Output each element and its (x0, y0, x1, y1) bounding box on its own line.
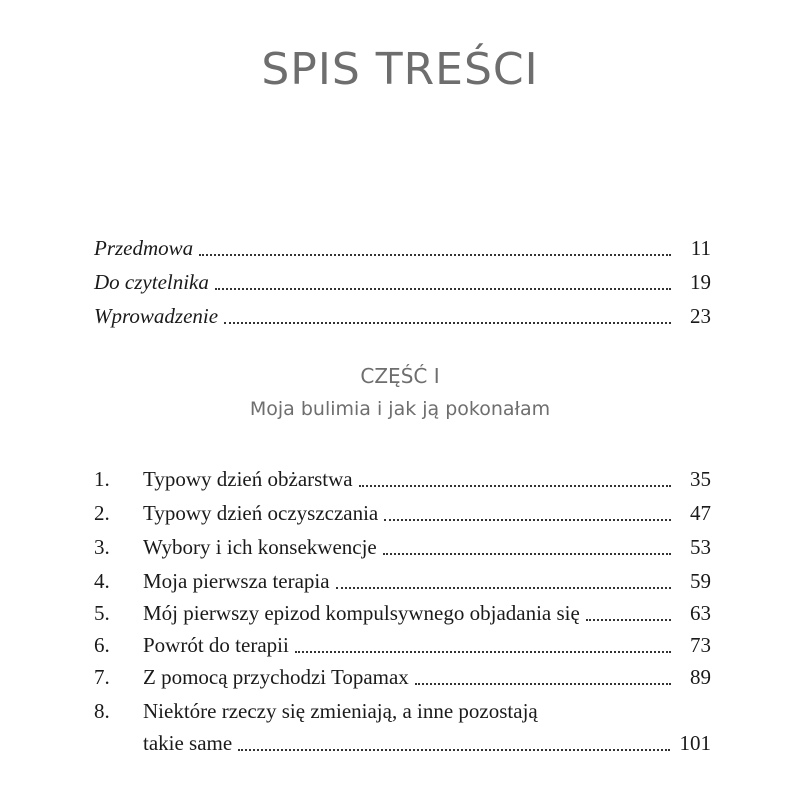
chapter-entry (143, 628, 711, 662)
chapter-label: Wybory i ich konsekwencje (143, 535, 377, 559)
chapter-entry (143, 530, 711, 564)
part-title: CZĘŚĆ I (360, 364, 440, 388)
chapter-page: 59 (690, 569, 711, 593)
chapter-page: 53 (690, 535, 711, 559)
toc-entry-label: Przedmowa (94, 236, 194, 260)
chapter-label-line1: Niektóre rzeczy się zmieniają, a inne pozostają (143, 699, 538, 723)
dot-leader (295, 650, 671, 653)
chapter-entry (143, 726, 711, 760)
chapter-page: 89 (690, 665, 711, 689)
chapter-page: 101 (679, 731, 711, 755)
dot-leader (224, 321, 671, 324)
toc-entry (94, 299, 711, 333)
dot-leader (336, 586, 671, 589)
chapter-page: 73 (690, 633, 711, 657)
chapter-number: 1. (94, 467, 110, 491)
chapter-page: 35 (690, 467, 711, 491)
dot-leader (383, 552, 671, 555)
dot-leader (238, 748, 669, 751)
page-title: SPIS TREŚCI (261, 44, 539, 95)
chapter-entry (143, 496, 711, 530)
chapter-entry (143, 660, 711, 694)
dot-leader (359, 484, 671, 487)
chapter-number: 3. (94, 535, 110, 559)
chapter-number: 5. (94, 601, 110, 625)
part-subtitle: Moja bulimia i jak ją pokonałam (249, 398, 551, 420)
chapter-label: Z pomocą przychodzi Topamax (143, 665, 409, 689)
dot-leader (384, 518, 671, 521)
chapter-page: 47 (690, 501, 711, 525)
chapter-number: 8. (94, 699, 110, 723)
chapter-label: Moja pierwsza terapia (143, 569, 330, 593)
chapter-number: 4. (94, 569, 110, 593)
chapter-label: Mój pierwszy epizod kompulsywnego objadania się (143, 601, 580, 625)
toc-entry (94, 265, 711, 299)
chapter-number: 2. (94, 501, 110, 525)
toc-entry-label: Wprowadzenie (94, 304, 219, 328)
toc-entry-page: 19 (690, 270, 711, 294)
dot-leader (199, 253, 671, 256)
chapter-label: Powrót do terapii (143, 633, 289, 657)
toc-entry-label: Do czytelnika (94, 270, 209, 294)
dot-leader (415, 682, 671, 685)
chapter-label: Typowy dzień obżarstwa (143, 467, 353, 491)
chapter-entry (143, 564, 711, 598)
chapter-entry (143, 596, 711, 630)
dot-leader (586, 618, 671, 621)
chapter-page: 63 (690, 601, 711, 625)
chapter-number: 6. (94, 633, 110, 657)
chapter-label-line2: takie same (143, 731, 233, 755)
chapter-label: Typowy dzień oczyszczania (143, 501, 379, 525)
toc-entry (94, 231, 711, 265)
chapter-entry (143, 462, 711, 496)
chapter-number: 7. (94, 665, 110, 689)
dot-leader (215, 287, 671, 290)
toc-entry-page: 11 (690, 236, 711, 260)
toc-entry-page: 23 (690, 304, 711, 328)
